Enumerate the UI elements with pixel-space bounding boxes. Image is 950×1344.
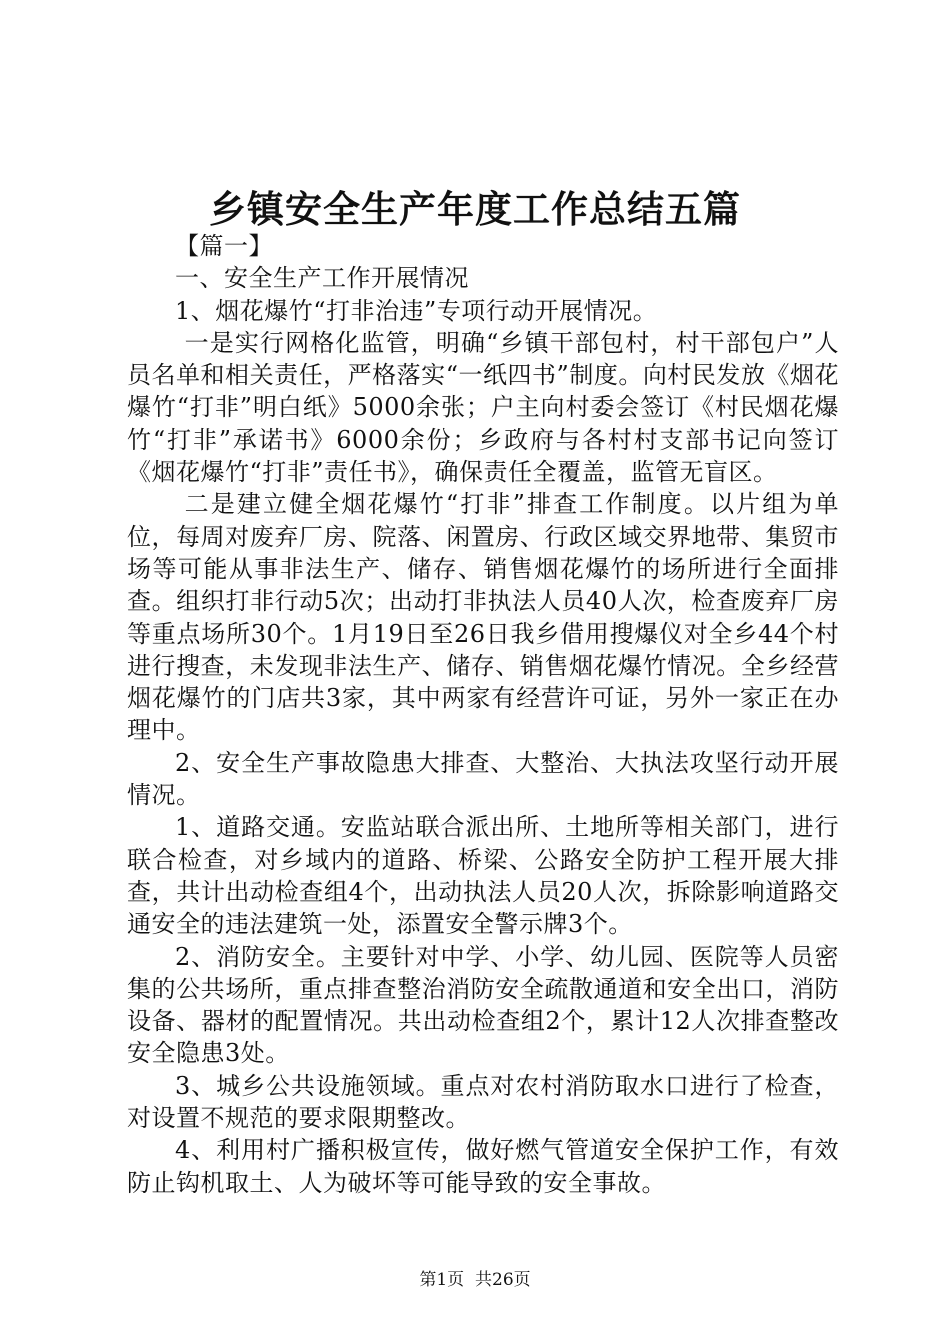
- body-paragraph: 二是建立健全烟花爆竹“打非”排查工作制度。以片组为单位，每周对废弃厂房、院落、闲置房、行政区域交界地带、集贸市场等可能从事非法生产、储存、销售烟花爆竹的场所进行全面排查。组织打非行动5次；出动打非执法人员40人次，检查废弃厂房等重点场所30个。1月19日至26日我乡借用搜爆仪对全乡44个村进行搜查，未发现非法生产、储存、销售烟花爆竹情况。全乡经营烟花爆竹的门店共3家，其中两家有经营许可证，另外一家正在办理中。: [127, 490, 839, 745]
- section-heading: 【篇一】: [175, 232, 273, 260]
- item-heading: 1、烟花爆竹“打非治违”专项行动开展情况。: [175, 296, 658, 325]
- document-body: [127, 230, 839, 1199]
- body-paragraph: 1、道路交通。安监站联合派出所、土地所等相关部门，进行联合检查，对乡域内的道路、桥梁、公路安全防护工程开展大排查，共计出动检查组4个，出动执法人员20人次，拆除影响道路交通安全的违法建筑一处，添置安全警示牌3个。: [127, 813, 839, 939]
- page-number: 第1页: [419, 1270, 465, 1290]
- body-paragraph: 一是实行网格化监管，明确“乡镇干部包村，村干部包户”人员名单和相关责任，严格落实“一纸四书”制度。向村民发放《烟花爆竹“打非”明白纸》5000余张；户主向村委会签订《村民烟花爆竹“打非”承诺书》6000余份；乡政府与各村村支部书记向签订《烟花爆竹“打非”责任书》，确保责任全覆盖，监管无盲区。: [127, 328, 839, 487]
- document-title: 乡镇安全生产年度工作总结五篇: [209, 187, 741, 231]
- body-paragraph: 3、城乡公共设施领域。重点对农村消防取水口进行了检查，对设置不规范的要求限期整改。: [127, 1071, 839, 1133]
- body-paragraph: 4、利用村广播积极宣传，做好燃气管道安全保护工作，有效防止钩机取土、人为破坏等可能导致的安全事故。: [127, 1136, 839, 1197]
- body-paragraph: 2、消防安全。主要针对中学、小学、幼儿园、医院等人员密集的公共场所，重点排查整治消防安全疏散通道和安全出口，消防设备、器材的配置情况。共出动检查组2个，累计12人次排查整改安全隐患3处。: [127, 942, 839, 1068]
- item-heading: 2、安全生产事故隐患大排查、大整治、大执法攻坚行动开展情况。: [127, 748, 839, 810]
- page-total: 共26页: [475, 1270, 531, 1290]
- subsection-heading: 一、安全生产工作开展情况: [175, 264, 469, 293]
- page-footer: [0, 1268, 950, 1292]
